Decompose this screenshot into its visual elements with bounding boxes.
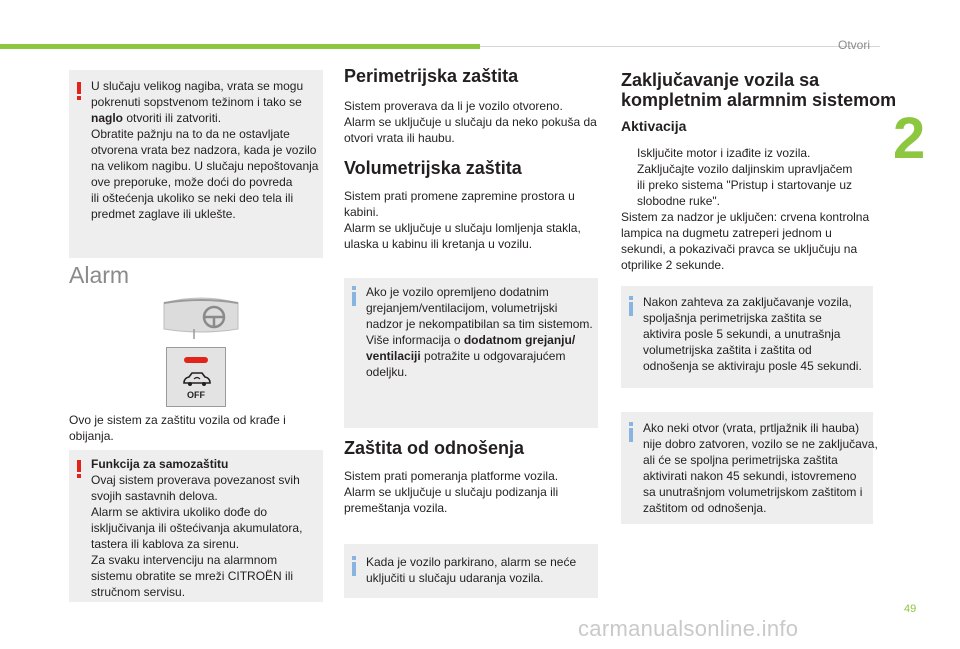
volume-text: Sistem prati promene zapremine prostora u kabini. Alarm se uključuje u slučaju lomljenja stakla, ulaska u kabinu ili kretanja u vozilu. [344, 189, 581, 251]
car-alarm-icon [181, 370, 213, 388]
section-label: Otvori [838, 38, 871, 52]
alarm-location-illustration [160, 293, 242, 341]
tow-text: Sistem prati pomeranja platforme vozila. Alarm se uključuje u slučaju podizanja ili premeštanja vozila. [344, 469, 559, 515]
info-box-heating [344, 278, 598, 428]
info-box-delay [621, 286, 873, 388]
alarm-intro: Ovo je sistem za zaštitu vozila od krađe i obijanja. [69, 413, 286, 443]
warning-text-slope: U slučaju velikog nagiba, vrata se mogu pokrenuti sopstvenom težinom i tako se naglo otvoriti ili zatvoriti. Obratite pažnju na to da ne ostavljate otvorena vrata bez nadzora, kada je vozilo na velikom nagibu. U slučaju nepoštovanja ove preporuke, može doći do povreda ili oštećenja ukoliko se neki deo tela ili predmet zaglave ili uklešte. [91, 79, 319, 221]
step-item: Zaključajte vozilo daljinskim upravljačem [637, 162, 853, 176]
info-box-parked [344, 544, 598, 598]
info-icon [629, 422, 633, 442]
activation-steps: Isključite motor i izađite iz vozila. Zaključajte vozilo daljinskim upravljačem ili preko sistema "Pristup i startovanje uz slobodne ruke". [621, 145, 852, 209]
warning-icon [77, 460, 81, 477]
page-number: 49 [904, 603, 917, 615]
warning-box-self-protection [69, 450, 323, 602]
info-text-delay: Nakon zahteva za zaključavanje vozila, spoljašnja perimetrijska zaštita se aktivira posle 5 sekundi, a unutrašnja volumetrijska zaštita i zaštita od odnošenja se aktiviraju posle 45 sekundi. [643, 295, 862, 373]
header-rule [480, 46, 880, 47]
perimeter-text: Sistem proverava da li je vozilo otvoreno. Alarm se uključuje u slučaju da neko pokuša da otvori vrata ili haubu. [344, 99, 597, 145]
header-accent-bar [0, 44, 480, 49]
lock-alarm-title: Zaključavanje vozila sa kompletnim alarmnim sistemom [621, 70, 897, 110]
warning-text-self-protection: Funkcija za samozaštitu Ovaj sistem proverava povezanost svih svojih sastavnih delova. Alarm se aktivira ukoliko dođe do isključivanja ili oštećivanja akumulatora, tastera ili kablova za sirenu. Za svaku intervenciju na alarmnom sistemu obratite se mreži CITROËN ili stručnom servisu. [91, 457, 303, 599]
info-box-open-opening [621, 412, 878, 524]
tow-title: Zaštita od odnošenja [344, 438, 525, 458]
warning-icon [77, 82, 81, 99]
alarm-button-illustration [166, 347, 226, 407]
perimeter-title: Perimetrijska zaštita [344, 66, 519, 86]
activation-text: Sistem za nadzor je uključen: crvena kontrolna lampica na dugmetu zatreperi jednom u sekundi, a pokazivači pravca se uključuju na otprilike 2 sekunde. [621, 210, 870, 272]
info-text-heating: Ako je vozilo opremljeno dodatnim grejanjem/ventilacijom, volumetrijski nadzor je nekompatibilan sa tim sistemom. Više informacija o dodatnom grejanju/ ventilaciji potražite u odgovarajućem odeljku. [366, 285, 593, 379]
info-text-open-opening: Ako neki otvor (vrata, prtljažnik ili hauba) nije dobro zatvoren, vozilo se ne zaključava, ali će se spoljna perimetrijska zaštita aktivirati nakon 45 sekundi, istovremeno sa unutrašnjom volumetrijskom zaštitom i zaštitom od odnošenja. [643, 421, 878, 515]
bold-word: naglo [91, 111, 123, 125]
step-item: Isključite motor i izađite iz vozila. [637, 146, 811, 160]
info-text-parked: Kada je vozilo parkirano, alarm se neće uključiti u slučaju udaranja vozila. [366, 555, 577, 585]
volume-title: Volumetrijska zaštita [344, 158, 522, 178]
activation-subtitle: Aktivacija [621, 118, 687, 134]
warning-box-slope [69, 70, 323, 258]
alarm-title: Alarm [69, 262, 130, 288]
info-icon [352, 556, 356, 576]
watermark: carmanualsonline.info [578, 616, 799, 641]
info-icon [629, 296, 633, 316]
red-led-indicator [184, 357, 208, 363]
info-icon [352, 286, 356, 306]
chapter-number: 2 [893, 106, 926, 171]
off-label: OFF [187, 390, 205, 400]
